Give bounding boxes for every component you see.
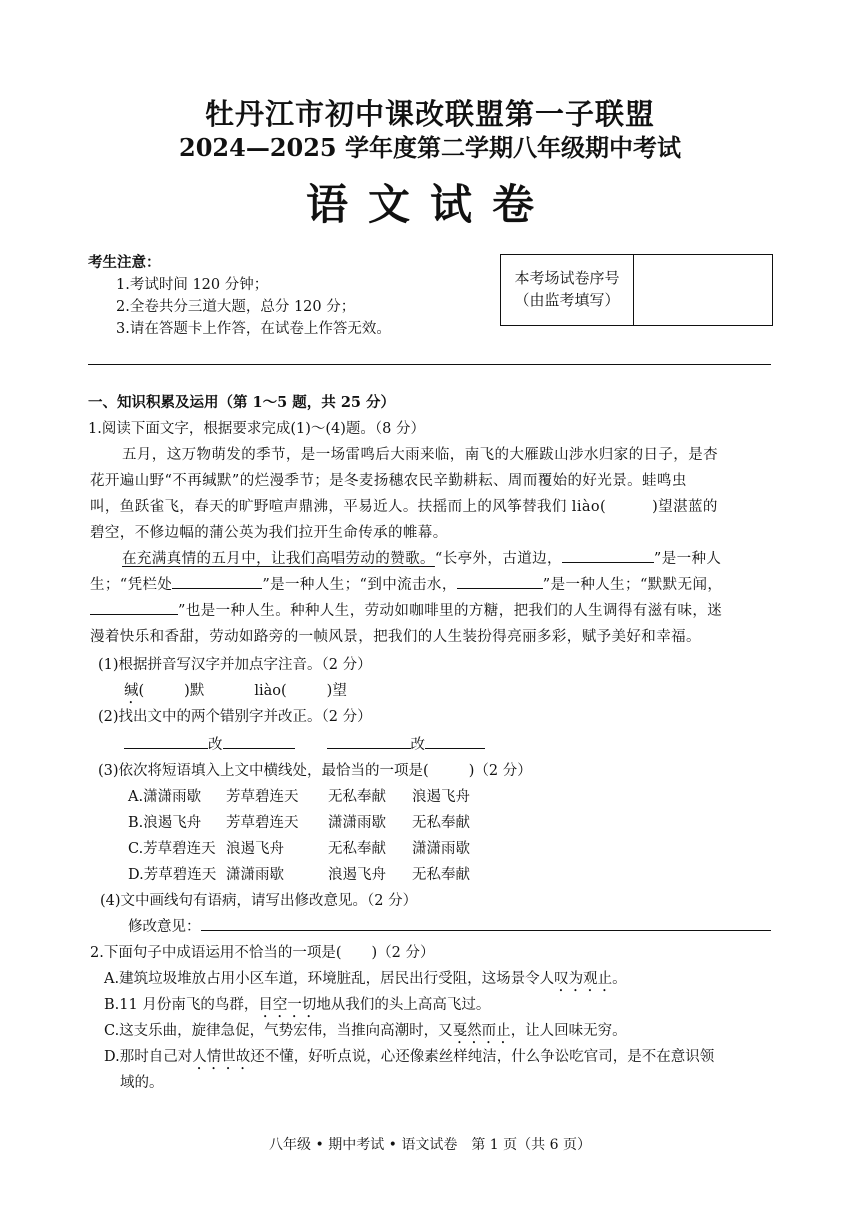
fill-blank-1[interactable] xyxy=(562,546,654,563)
passage-line: 生；“凭栏处 ”是一种人生；“到中流击水， ”是一种人生；“默默无闻， xyxy=(90,572,722,598)
sub2-answer-line: 改 改 xyxy=(124,732,485,758)
passage-line: 叫，鱼跃雀飞，春天的旷野喧声鼎沸，平易近人。扶摇而上的风筝替我们 liào( )望湛蓝的 xyxy=(90,499,718,515)
option-row: D.芳草碧连天 潇潇雨歇 浪遏飞舟 无私奉献 xyxy=(128,867,470,883)
revision-answer-blank[interactable] xyxy=(201,914,771,931)
notice-item: 2.全卷共分三道大题，总分 120 分； xyxy=(116,299,356,315)
passage-line: 在充满真情的五月中，让我们高唱劳动的赞歌。“长亭外，古道边， ”是一种人 xyxy=(122,546,721,572)
passage-line: ”也是一种人生。种种人生，劳动如咖啡里的方糖，把我们的人生调得有滋有味，迷 xyxy=(90,598,722,624)
q2-option-b: B.11 月份南飞的鸟群，目空一切地从我们的头上高高飞过。 xyxy=(104,997,491,1013)
sub-question-2: (2)找出文中的两个错别字并改正。（2 分） xyxy=(98,709,372,725)
passage-line: 花开遍山野“不再缄默”的烂漫季节；是冬麦扬穗农民辛勤耕耘、周而覆始的好光景。蛙鸣虫 xyxy=(90,473,687,489)
q2-stem: 2.下面句子中成语运用不恰当的一项是( )（2 分） xyxy=(90,945,435,961)
passage-line: 五月，这万物萌发的季节，是一场雷鸣后大雨来临，南飞的大雁跋山涉水归家的日子，是杏 xyxy=(122,447,718,463)
sub-question-4: (4)文中画线句有语病，请写出修改意见。（2 分） xyxy=(100,893,418,909)
passage-line: 碧空，不修边幅的蒲公英为我们拉开生命传承的帷幕。 xyxy=(90,525,448,541)
fill-blank-3[interactable] xyxy=(457,572,543,589)
option-row: B.浪遏飞舟 芳草碧连天 潇潇雨歇 无私奉献 xyxy=(128,815,470,831)
sub-question-3: (3)依次将短语填入上文中横线处，最恰当的一项是( )（2 分） xyxy=(98,763,532,779)
subject-title: 语文试卷 xyxy=(305,180,554,229)
sequence-label: 本考场试卷序号 （由监考填写） xyxy=(501,255,634,325)
sequence-value-cell[interactable] xyxy=(634,255,772,325)
header-divider xyxy=(88,364,771,365)
fill-blank-4[interactable] xyxy=(90,598,178,615)
fill-blank-2[interactable] xyxy=(172,572,262,589)
q1-stem: 1.阅读下面文字，根据要求完成(1)～(4)题。（8 分） xyxy=(88,421,425,437)
sub4-answer-line: 修改意见： xyxy=(128,914,771,940)
q2-option-d: D.那时自己对人情世故还不懂，好听点说，心还像素丝样纯洁，什么争讼吃官司，是不在意识领 xyxy=(104,1049,715,1065)
correct-char-blank[interactable] xyxy=(223,732,295,749)
option-row: A.潇潇雨歇 芳草碧连天 无私奉献 浪遏飞舟 xyxy=(128,789,470,805)
notice-item: 3.请在答题卡上作答，在试卷上作答无效。 xyxy=(116,321,391,337)
notice-title: 考生注意： xyxy=(88,254,161,271)
wrong-char-blank[interactable] xyxy=(124,732,208,749)
exam-org-title: 牡丹江市初中课改联盟第一子联盟 xyxy=(204,97,655,131)
q2-option-d-continued: 域的。 xyxy=(120,1075,164,1091)
correct-char-blank[interactable] xyxy=(425,732,485,749)
sub-question-1: (1)根据拼音写汉字并加点字注音。（2 分） xyxy=(98,657,372,673)
wrong-char-blank[interactable] xyxy=(327,732,411,749)
exam-term-title: 2024—2025 学年度第二学期八年级期中考试 xyxy=(179,133,681,162)
page-footer: 八年级 • 期中考试 • 语文试卷 第 1 页（共 6 页） xyxy=(269,1137,591,1153)
paper-sequence-box xyxy=(500,254,773,326)
sub1-answer-line: 缄( )默 liào( )望 xyxy=(124,683,347,699)
q2-option-a: A.建筑垃圾堆放占用小区车道，环境脏乱，居民出行受阻，这场景令人叹为观止。 xyxy=(104,971,627,987)
notice-item: 1.考试时间 120 分钟； xyxy=(116,277,269,293)
passage-line: 漫着快乐和香甜，劳动如路旁的一帧风景，把我们的人生装扮得亮丽多彩，赋予美好和幸福。 xyxy=(90,629,701,645)
underlined-sentence: 在充满真情的五月中，让我们高唱劳动的赞歌。 xyxy=(122,551,435,567)
section-title: 一、知识积累及运用（第 1～5 题，共 25 分） xyxy=(88,394,396,411)
exam-notice xyxy=(88,252,391,340)
option-row: C.芳草碧连天 浪遏飞舟 无私奉献 潇潇雨歇 xyxy=(128,841,470,857)
q2-option-c: C.这支乐曲，旋律急促，气势宏伟，当推向高潮时，又戛然而止，让人回味无穷。 xyxy=(104,1023,627,1039)
